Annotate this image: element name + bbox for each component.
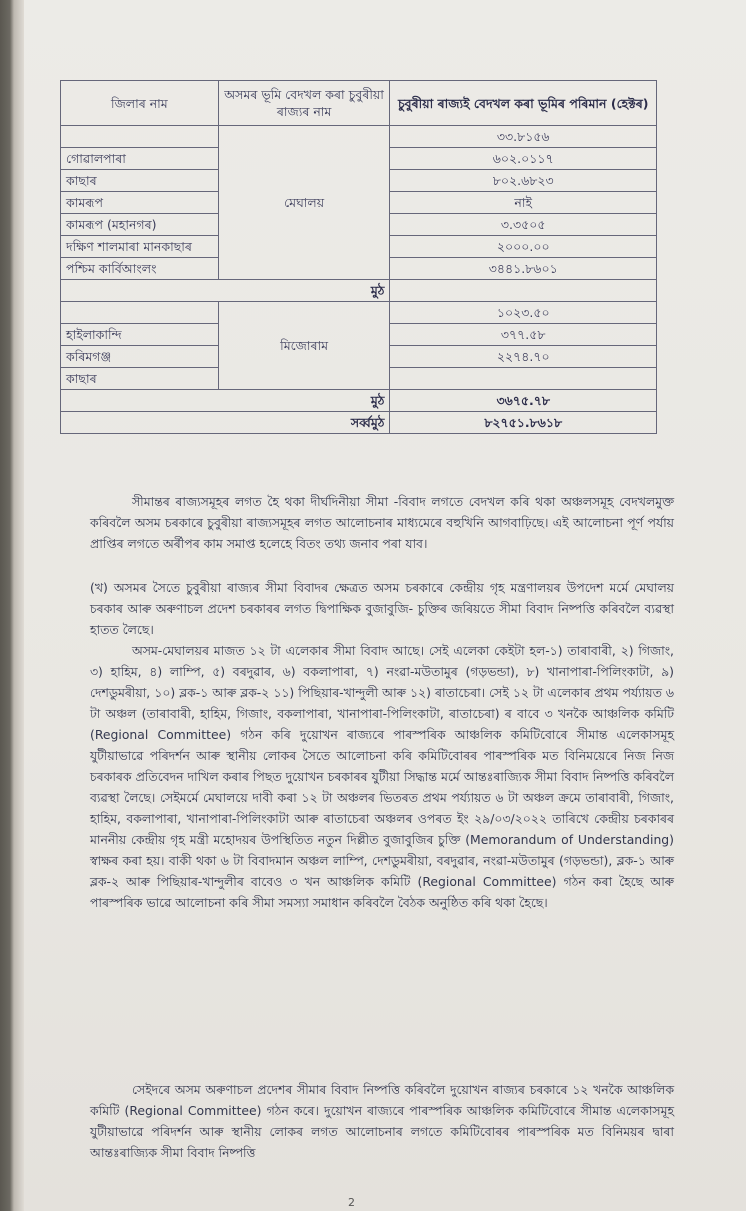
area-cell: নাই xyxy=(390,192,657,214)
paragraph-meghalaya-areas: অসম-মেঘালয়ৰ মাজত ১২ টা এলেকাৰ সীমা বিবাদ আছে। সেই এলেকা কেইটা হল-১) তাৰাবাৰী, ২) গিজাং, ৩) হাহিম, ৪) লাম্পি, ৫) বৰদুৱাৰ, ৬) বকলাপাৰা, ৭) নংৱা-মউতামুৰ (গড়ভন্ডা), ৮) খানাপাৰা-পিলিংকাটা, ৯) দেশডুমৰীয়া, ১০) ব্লক-১ আৰু ব্লক-২ ১১) পিছিয়াৰ-খান্দুলী আৰু ১২) ৰাতাচেৰা। সেই ১২ টা এলেকাৰ প্ৰথম পৰ্য্যায়ত ৬ টা অঞ্চল (তাৰাবাৰী, হাহিম, গিজাং, বকলাপাৰা, খানাপাৰা-পিলিংকাটা, ৰাতাচেৰা) ৰ বাবে ৩ খনকৈ আঞ্চলিক কমিটি (Regional Committee) গঠন কৰি দুয়োখন ৰাজ্যৰে পাৰস্পৰিক আঞ্চলিক কমিটিবোৰে সীমান্ত এলেকাসমূহ যুটীয়াভাৱে পৰিদৰ্শন আৰু স্থানীয় লোকৰ সৈতে আলোচনা কৰি কমিটিবোৰৰ পাৰস্পৰিক মত বিনিময়েৰে নিজ নিজ চৰকাৰক প্ৰতিবেদন দাখিল কৰাৰ পিছত দুয়োখন চৰকাৰৰ যুটীয়া সিদ্ধান্ত মৰ্মে আন্তঃৰাজ্যিক সীমা বিবাদ নিষ্পত্তি কৰিবলৈ ব্যৱস্থা লৈছে। সেইমৰ্মে মেঘালয়ে দাবী কৰা ১২ টা অঞ্চলৰ ভিতৰত প্ৰথম পৰ্য্যায়ত ৬ টা অঞ্চল ক্ৰমে তাৰাবাৰী, গিজাং, হাহিম, বকলাপাৰা, খানাপাৰা-পিলিংকাটা আৰু ৰাতাচেৰা অঞ্চলৰ ওপৰত ইং ২৯/০৩/২০২২ তাৰিখে কেন্দ্ৰীয় চৰকাৰৰ মাননীয় কেন্দ্ৰীয় গৃহ মন্ত্ৰী মহোদয়ৰ উপস্থিতিত নতুন দিল্লীত বুজাবুজিৰ চুক্তি (Memorandum of Understanding) স্বাক্ষৰ কৰা হয়। বাকী থকা ৬ টা বিবাদমান অঞ্চল লাম্পি, দেশডুমৰীয়া, বৰদুৱাৰ, নংৱা-মউতামুৰ (গড়ভন্ডা), ব্লক-১ আৰু ব্লক-২ আৰু পিছিয়াৰ-খান্দুলীৰ বাবেও ৩ খন আঞ্চলিক কমিটি (Regional Committee) গঠন কৰা হৈছে আৰু পাৰস্পৰিক ভাৱে আলোচনা কৰি সীমা সমস্যা সমাধান কৰিবলৈ বৈঠক অনুষ্ঠিত কৰি থকা হৈছে। xyxy=(90,643,674,910)
page-number: 2 xyxy=(348,1196,355,1209)
table-row xyxy=(61,302,657,324)
area-cell xyxy=(390,368,657,390)
grand-total-label: সৰ্ব্বমুঠ xyxy=(61,412,390,434)
district-cell: হাইলাকান্দি xyxy=(61,324,219,346)
district-cell: কাছাৰ xyxy=(61,170,219,192)
table-row xyxy=(61,126,657,148)
area-cell: ৩.৩৫০৫ xyxy=(390,214,657,236)
encroachment-table xyxy=(60,80,657,434)
district-cell: দক্ষিণ শালমাৰা মানকাছাৰ xyxy=(61,236,219,258)
total-label: মুঠ xyxy=(61,390,390,412)
paragraph-bilateral-agreement: (খ) অসমৰ সৈতে চুবুৰীয়া ৰাজ্যৰ সীমা বিবাদৰ ক্ষেত্ৰত অসম চৰকাৰে কেন্দ্ৰীয় গৃহ মন্ত্ৰণালয়ৰ উপদেশ মৰ্মে মেঘালয় চৰকাৰ আৰু অৰুণাচল প্ৰদেশ চৰকাৰৰ লগত দ্বিপাক্ষিক বুজাবুজি- চুক্তিৰ জৰিয়তে সীমা বিবাদ নিষ্পত্তি কৰিবলৈ ব্যৱস্থা হাতত লৈছে। xyxy=(90,580,674,637)
district-cell: পশ্চিম কাৰ্বিআংলং xyxy=(61,258,219,280)
district-cell: কামৰূপ (মহানগৰ) xyxy=(61,214,219,236)
header-district: জিলাৰ নাম xyxy=(61,81,219,126)
area-cell: ৬০২.০১১৭ xyxy=(390,148,657,170)
area-cell: ২০০০.০০ xyxy=(390,236,657,258)
header-area: চুবুৰীয়া ৰাজ্যই বেদখল কৰা ভূমিৰ পৰিমান (হেক্টৰ) xyxy=(390,81,657,126)
total-value: ৩৬৭৫.৭৮ xyxy=(390,390,657,412)
area-cell: ৩৭৭.৫৮ xyxy=(390,324,657,346)
area-cell: ৩৪৪১.৮৬০১ xyxy=(390,258,657,280)
total-value xyxy=(390,280,657,302)
table-total-row xyxy=(61,280,657,302)
grand-total-value: ৮২৭৫১.৮৬১৮ xyxy=(390,412,657,434)
header-state: অসমৰ ভূমি বেদখল কৰা চুবুৰীয়া ৰাজ্যৰ নাম xyxy=(218,81,390,126)
area-cell: ৩৩.৮১৫৬ xyxy=(390,126,657,148)
district-cell xyxy=(61,302,219,324)
district-cell: কৰিমগঞ্জ xyxy=(61,346,219,368)
paragraph-border-talks: সীমান্তৰ ৰাজ্যসমূহৰ লগত হৈ থকা দীৰ্ঘদিনীয়া সীমা -বিবাদ লগতে বেদখল কৰি থকা অঞ্চলসমূহ বেদখলমুক্ত কৰিবলৈ অসম চৰকাৰে চুবুৰীয়া ৰাজ্যসমূহৰ লগত আলোচনাৰ মাধ্যমেৰে বহুখিনি আগবাঢ়িছে। এই আলোচনা পূৰ্ণ পৰ্যায় প্ৰাপ্তিৰ লগতে অৰ্ৰীপৰ কাম সমাপ্ত হলেহে বিতং তথ্য জনাব পৰা যাব। xyxy=(90,494,674,551)
district-cell: কামৰূপ xyxy=(61,192,219,214)
state-cell-mizoram: মিজোৰাম xyxy=(218,302,390,390)
area-cell: ১০২৩.৫০ xyxy=(390,302,657,324)
total-label: মুঠ xyxy=(61,280,390,302)
area-cell: ৮০২.৬৮২৩ xyxy=(390,170,657,192)
district-cell xyxy=(61,126,219,148)
table-grand-total-row xyxy=(61,412,657,434)
district-cell: কাছাৰ xyxy=(61,368,219,390)
district-cell: গোৱালপাৰা xyxy=(61,148,219,170)
table-total-row xyxy=(61,390,657,412)
table-header-row xyxy=(61,81,657,126)
area-cell: ২২৭৪.৭০ xyxy=(390,346,657,368)
paragraph-arunachal: সেইদৰে অসম অৰুণাচল প্ৰদেশৰ সীমাৰ বিবাদ নিষ্পত্তি কৰিবলৈ দুয়োখন ৰাজ্যৰ চৰকাৰে ১২ খনকৈ আঞ্চলিক কমিটি (Regional Committee) গঠন কৰে। দুয়োখন ৰাজ্যৰে পাৰস্পৰিক আঞ্চলিক কমিটিবোৰে সীমান্ত এলেকাসমূহ যুটীয়াভাৱে পৰিদৰ্শন আৰু স্থানীয় লোকৰ লগত আলোচনাৰ লগতে কমিটিবোৰৰ পাৰস্পৰিক মত বিনিময়ৰ দ্বাৰা আন্তঃৰাজ্যিক সীমা বিবাদ নিষ্পত্তি xyxy=(90,1082,674,1160)
state-cell-meghalaya: মেঘালয় xyxy=(218,126,390,280)
